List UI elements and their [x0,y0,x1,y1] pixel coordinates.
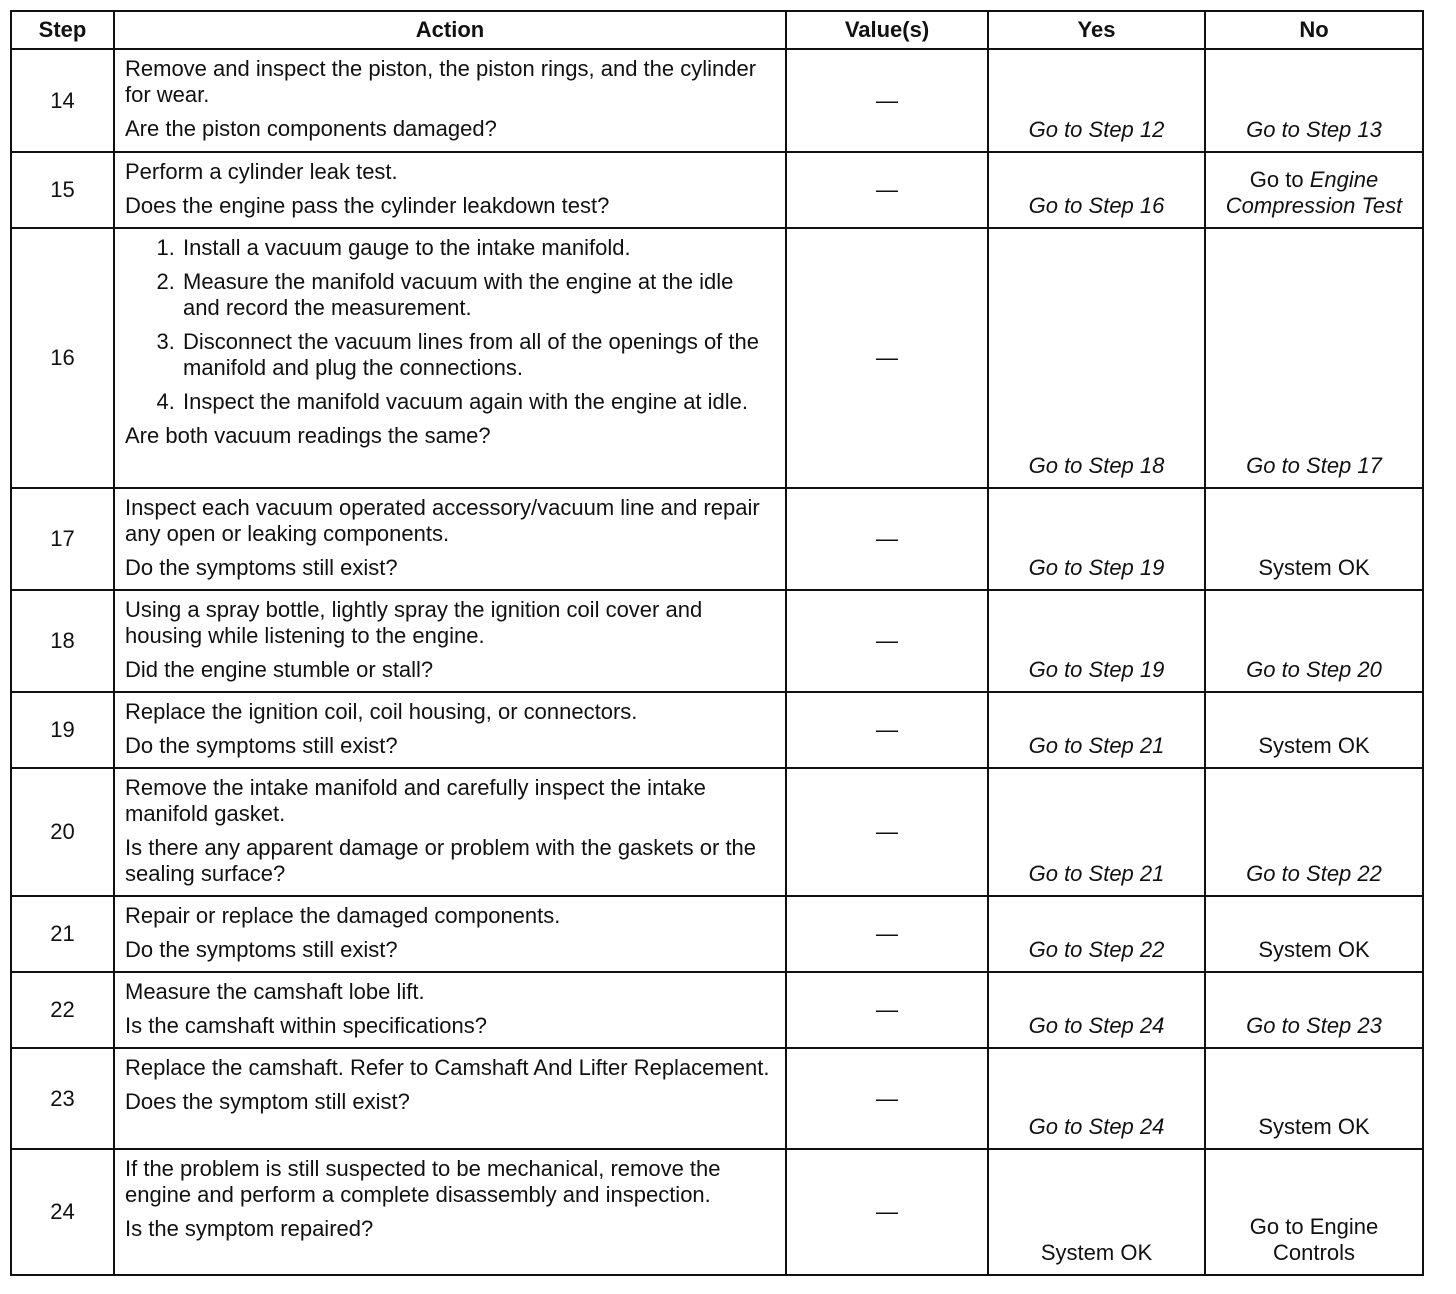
action-cell [114,488,786,590]
no-link[interactable]: Go to Step 17 [1205,228,1423,488]
action-text: Replace the ignition coil, coil housing, or connectors. [125,699,638,724]
list-item: 1. Install a vacuum gauge to the intake manifold. [181,235,775,261]
step-number: 15 [11,152,114,228]
action-question: Does the engine pass the cylinder leakdown test? [125,193,610,218]
action-question: Does the symptom still exist? [125,1089,410,1114]
action-cell [114,768,786,896]
step-number: 16 [11,228,114,488]
action-text: Inspect each vacuum operated accessory/vacuum line and repair any open or leaking components. [125,495,760,546]
action-cell [114,152,786,228]
action-cell [114,896,786,972]
action-question: Is the camshaft within specifications? [125,1013,487,1038]
step-number: 22 [11,972,114,1048]
header-no: No [1205,11,1423,49]
action-cell [114,228,786,488]
value-cell: — [786,152,988,228]
no-link[interactable]: Go to Step 22 [1205,768,1423,896]
header-action: Action [114,11,786,49]
action-cell [114,972,786,1048]
action-cell [114,1149,786,1275]
diagnostic-table [10,10,1424,1276]
yes-result: System OK [988,1149,1205,1275]
action-text: Remove and inspect the piston, the piston rings, and the cylinder for wear. [125,56,757,107]
yes-link[interactable]: Go to Step 21 [988,692,1205,768]
action-text: Perform a cylinder leak test. [125,159,398,184]
step-number: 19 [11,692,114,768]
list-item: 3. Disconnect the vacuum lines from all of the openings of the manifold and plug the connections. [181,329,775,381]
no-link[interactable]: Go to Step 20 [1205,590,1423,692]
list-item: 4. Inspect the manifold vacuum again with the engine at idle. [181,389,775,415]
value-cell: — [786,49,988,152]
action-question: Is there any apparent damage or problem with the gaskets or the sealing surface? [125,835,757,886]
no-cell[interactable] [1205,152,1423,228]
yes-link[interactable]: Go to Step 19 [988,488,1205,590]
header-row [11,11,1423,49]
action-cell [114,692,786,768]
table-row [11,1048,1423,1149]
action-cell [114,1048,786,1149]
no-result: System OK [1205,1048,1423,1149]
no-link[interactable]: Engine Compression Test [1225,167,1403,218]
step-number: 24 [11,1149,114,1275]
action-question: Are both vacuum readings the same? [125,423,491,448]
table-row [11,896,1423,972]
action-cell [114,590,786,692]
yes-link[interactable]: Go to Step 24 [988,972,1205,1048]
no-link[interactable]: Go to Step 23 [1205,972,1423,1048]
no-link[interactable]: Go to Step 13 [1205,49,1423,152]
yes-link[interactable]: Go to Step 18 [988,228,1205,488]
header-values: Value(s) [786,11,988,49]
action-question: Do the symptoms still exist? [125,937,398,962]
no-result: System OK [1205,896,1423,972]
list-item: 2. Measure the manifold vacuum with the engine at the idle and record the measurement. [181,269,775,321]
yes-link[interactable]: Go to Step 16 [988,152,1205,228]
action-question: Did the engine stumble or stall? [125,657,434,682]
table-row [11,228,1423,488]
step-number: 23 [11,1048,114,1149]
yes-link[interactable]: Go to Step 12 [988,49,1205,152]
action-question: Is the symptom repaired? [125,1216,374,1241]
no-result: System OK [1205,488,1423,590]
value-cell: — [786,1149,988,1275]
action-question: Are the piston components damaged? [125,116,497,141]
action-question: Do the symptoms still exist? [125,733,398,758]
value-cell: — [786,972,988,1048]
step-number: 18 [11,590,114,692]
value-cell: — [786,228,988,488]
action-text: Replace the camshaft. Refer to Camshaft And Lifter Replacement. [125,1055,770,1080]
action-text: Measure the camshaft lobe lift. [125,979,425,1004]
value-cell: — [786,768,988,896]
no-prefix: Go to [1249,167,1310,192]
action-text: If the problem is still suspected to be mechanical, remove the engine and perform a complete disassembly and inspection. [125,1156,721,1207]
value-cell: — [786,488,988,590]
action-question: Do the symptoms still exist? [125,555,398,580]
value-cell: — [786,590,988,692]
step-number: 20 [11,768,114,896]
action-text: Remove the intake manifold and carefully inspect the intake manifold gasket. [125,775,706,826]
value-cell: — [786,1048,988,1149]
action-text: Repair or replace the damaged components. [125,903,561,928]
step-number: 17 [11,488,114,590]
action-text: Using a spray bottle, lightly spray the ignition coil cover and housing while listening to the engine. [125,597,703,648]
step-number: 14 [11,49,114,152]
action-cell [114,49,786,152]
yes-link[interactable]: Go to Step 22 [988,896,1205,972]
table-row [11,692,1423,768]
no-link[interactable]: Go to Engine Controls [1205,1149,1423,1275]
value-cell: — [786,896,988,972]
yes-link[interactable]: Go to Step 24 [988,1048,1205,1149]
table-row [11,972,1423,1048]
no-result: System OK [1205,692,1423,768]
table-row [11,152,1423,228]
table-row [11,488,1423,590]
table-row [11,49,1423,152]
step-number: 21 [11,896,114,972]
diagnostic-table-sheet [10,10,1422,1276]
action-steps-list [125,235,775,415]
table-row [11,1149,1423,1275]
yes-link[interactable]: Go to Step 19 [988,590,1205,692]
yes-link[interactable]: Go to Step 21 [988,768,1205,896]
header-step: Step [11,11,114,49]
header-yes: Yes [988,11,1205,49]
value-cell: — [786,692,988,768]
table-row [11,590,1423,692]
table-row [11,768,1423,896]
